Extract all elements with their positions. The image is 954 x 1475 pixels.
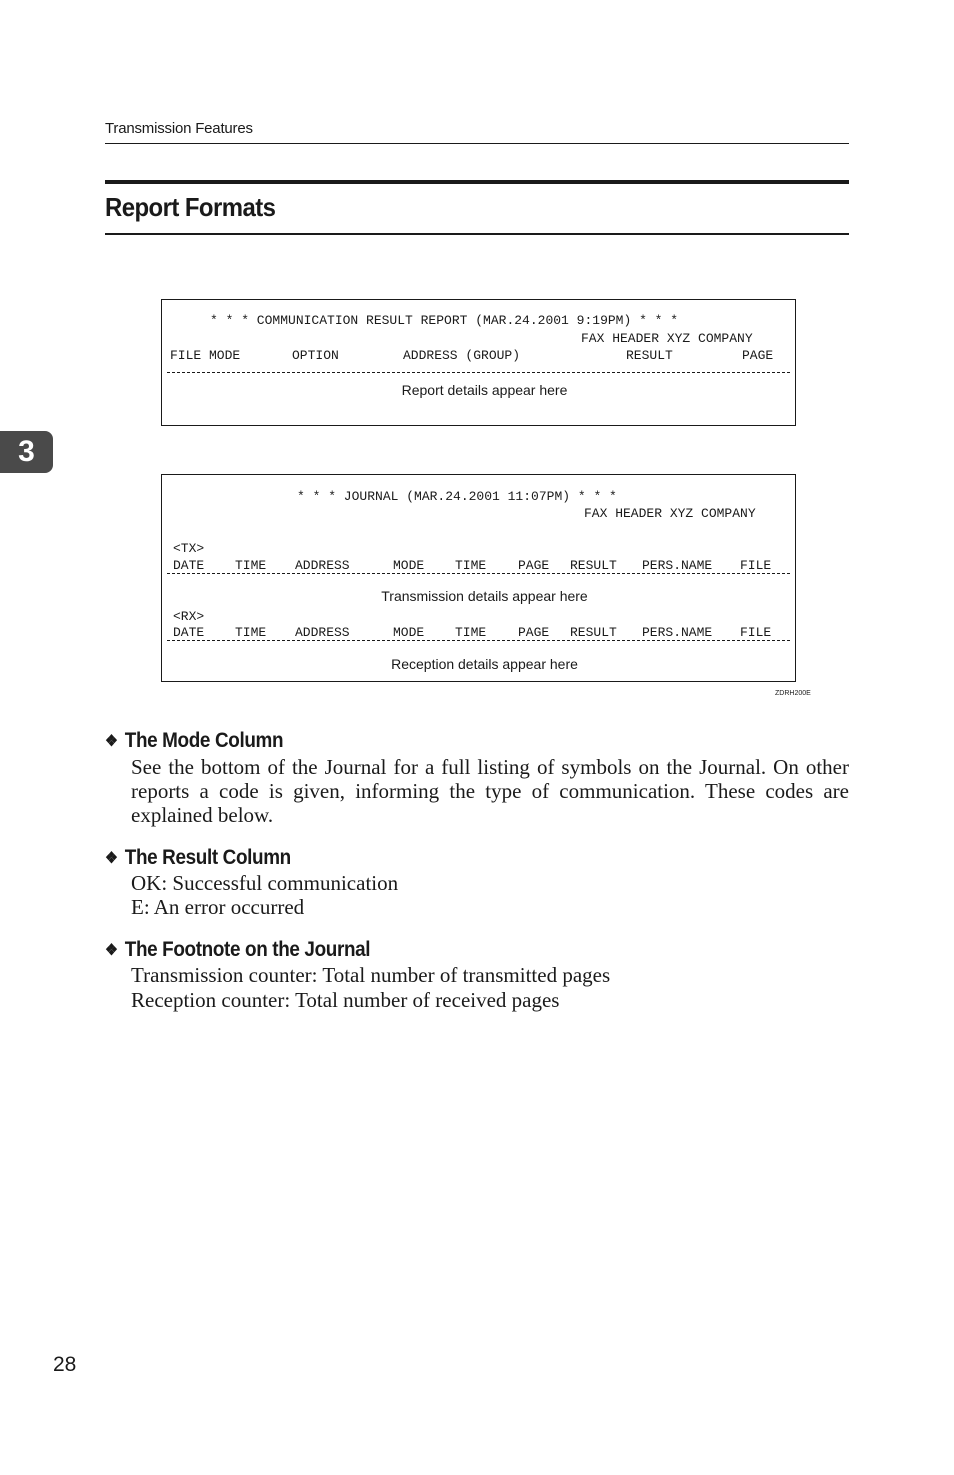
diamond-bullet-icon: ❖ [105,733,118,750]
journal-tx-col-result: RESULT [570,558,617,573]
journal-rx-col-date: DATE [173,625,205,640]
journal-rx-col-time2: TIME [455,625,487,640]
journal-tx-placeholder: Transmission details appear here [381,588,588,604]
journal-report [161,474,796,682]
transmission-counter-line: Transmission counter: Total number of transmitted pages [131,963,611,987]
comm-col-page: PAGE [742,348,774,363]
comm-report-details-placeholder: Report details appear here [401,382,568,398]
result-error-line: E: An error occurred [131,895,305,919]
journal-rx-col-address: ADDRESS [295,625,350,640]
comm-col-result: RESULT [626,348,673,363]
section-heading-footnote-journal [105,938,370,962]
communication-result-report [161,299,796,426]
journal-tx-col-file: FILE [740,558,772,573]
journal-rx-col-pers-name: PERS.NAME [642,625,713,640]
header-rule [105,143,849,144]
journal-tx-col-pers-name: PERS.NAME [642,558,713,573]
journal-rx-placeholder: Reception details appear here [391,656,578,672]
journal-fax-header: FAX HEADER XYZ COMPANY [584,506,756,521]
section-heading-text: The Mode Column [124,729,284,752]
journal-tx-col-address: ADDRESS [295,558,350,573]
comm-report-title: * * * COMMUNICATION RESULT REPORT (MAR.24.2001 9:19PM) * * * [210,313,679,328]
diamond-bullet-icon: ❖ [105,850,118,867]
title-rule-top [105,180,849,184]
comm-report-divider [167,372,790,373]
chapter-tab: 3 [0,431,53,473]
journal-tx-col-page: PAGE [518,558,550,573]
journal-tx-col-time2: TIME [455,558,487,573]
title-rule-bottom [105,233,849,235]
comm-col-file-mode: FILE MODE [170,348,241,363]
journal-rx-col-page: PAGE [518,625,550,640]
journal-tx-col-time: TIME [235,558,267,573]
journal-rx-col-file: FILE [740,625,772,640]
section-heading-text: The Footnote on the Journal [124,938,371,961]
journal-title: * * * JOURNAL (MAR.24.2001 11:07PM) * * * [297,489,617,504]
journal-tx-col-mode: MODE [393,558,425,573]
journal-rx-col-time: TIME [235,625,267,640]
section-heading-result-column [105,846,291,870]
journal-rx-col-mode: MODE [393,625,425,640]
diamond-bullet-icon: ❖ [105,942,118,959]
page-title: Report Formats [105,192,276,222]
journal-tx-label: <TX> [173,541,205,556]
page-number: 28 [53,1353,77,1376]
section-heading-mode-column [105,729,283,753]
result-ok-line: OK: Successful communication [131,871,399,895]
figure-code: ZDRH200E [775,690,811,697]
comm-col-address-group: ADDRESS (GROUP) [403,348,521,363]
journal-tx-col-date: DATE [173,558,205,573]
mode-column-description: See the bottom of the Journal for a full listing of symbols on the Journal. On other reports a code is given, informing the type of communication. These codes are explained below. [131,755,849,827]
journal-rx-label: <RX> [173,609,205,624]
comm-report-fax-header: FAX HEADER XYZ COMPANY [581,331,753,346]
journal-rx-divider [167,640,790,641]
comm-col-option: OPTION [292,348,339,363]
section-heading-text: The Result Column [124,846,291,869]
reception-counter-line: Reception counter: Total number of received pages [131,988,560,1012]
journal-tx-divider [167,573,790,574]
journal-rx-col-result: RESULT [570,625,617,640]
running-header: Transmission Features [105,120,253,137]
